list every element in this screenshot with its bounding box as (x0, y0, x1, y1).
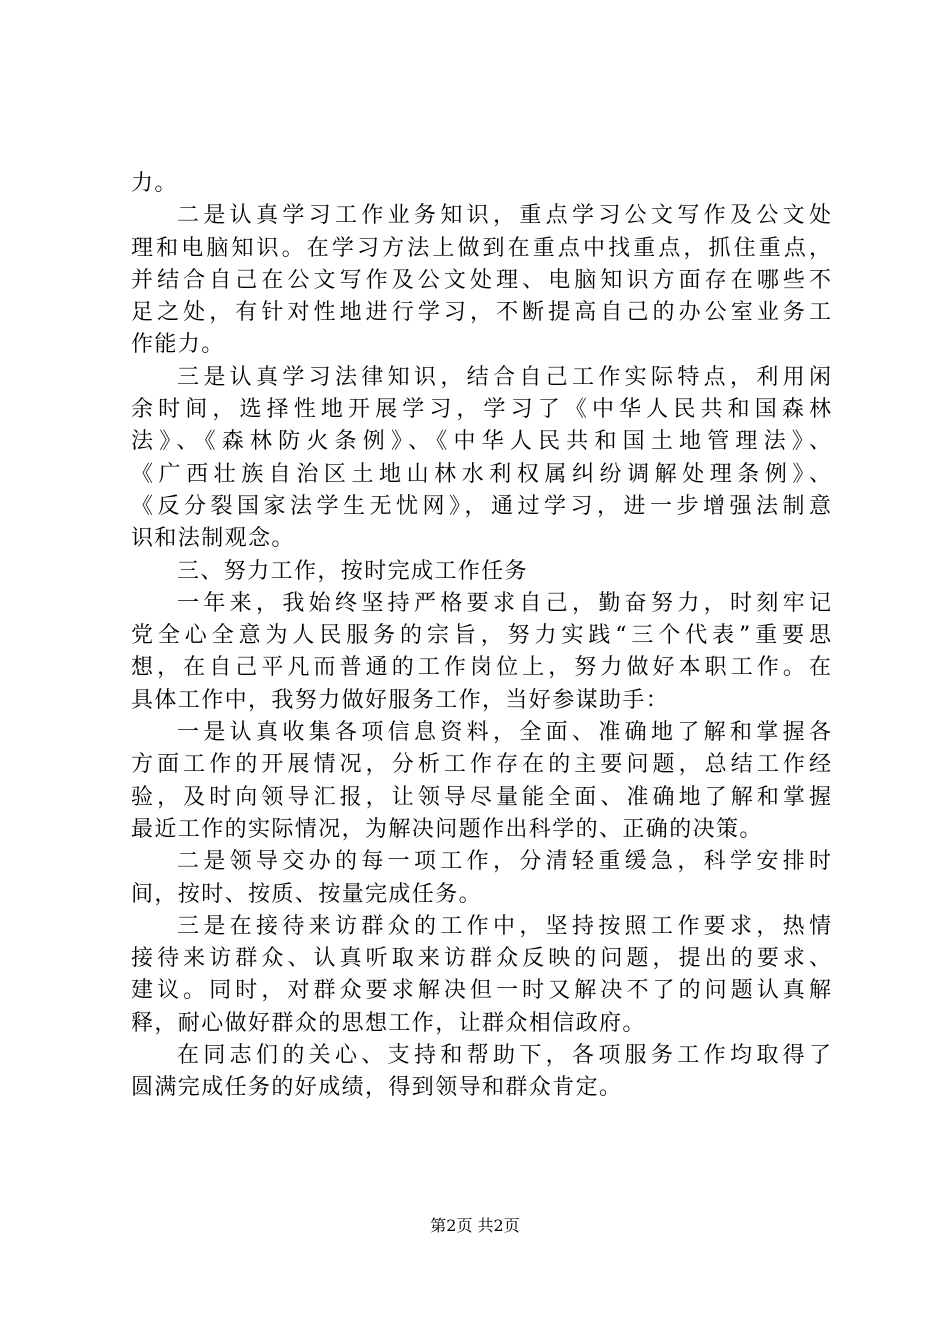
text-line: 《广西壮族自治区土地山林水利权属纠纷调解处理条例》、 (131, 461, 831, 487)
page-footer: 第2页 共2页 (430, 1216, 520, 1235)
text-line: 一年来，我始终坚持严格要求自己，勤奋努力，时刻牢记 (177, 590, 831, 616)
text-line: 作能力。 (131, 332, 225, 358)
text-line: 力。 (131, 171, 178, 196)
text-line: 接待来访群众、认真听取来访群众反映的问题，提出的要求、 (131, 946, 831, 972)
text-line: 最近工作的实际情况，为解决问题作出科学的、正确的决策。 (131, 816, 763, 842)
text-line: 《反分裂国家法学生无忧网》，通过学习，进一步增强法制意 (131, 493, 831, 519)
text-line: 识和法制观念。 (131, 526, 295, 552)
text-line: 二是认真学习工作业务知识，重点学习公文写作及公文处 (177, 203, 831, 229)
text-line: 圆满完成任务的好成绩，得到领导和群众肯定。 (131, 1075, 623, 1101)
text-line: 三、努力工作，按时完成工作任务 (177, 558, 529, 584)
text-line: 二是领导交办的每一项工作，分清轻重缓急，科学安排时 (177, 849, 831, 875)
text-line: 党全心全意为人民服务的宗旨，努力实践“三个代表”重要思 (131, 623, 831, 649)
text-line: 一是认真收集各项信息资料，全面、准确地了解和掌握各 (177, 720, 831, 746)
text-line: 在同志们的关心、支持和帮助下，各项服务工作均取得了 (177, 1043, 831, 1069)
text-line: 三是认真学习法律知识，结合自己工作实际特点，利用闲 (177, 364, 831, 390)
text-line: 法》、《森林防火条例》、《中华人民共和国土地管理法》、 (131, 429, 831, 455)
text-line: 间，按时、按质、按量完成任务。 (131, 881, 483, 907)
text-line: 余时间，选择性地开展学习，学习了《中华人民共和国森林 (131, 397, 831, 423)
text-line: 验，及时向领导汇报，让领导尽量能全面、准确地了解和掌握 (131, 784, 831, 810)
text-line: 足之处，有针对性地进行学习，不断提高自己的办公室业务工 (131, 300, 831, 326)
text-line: 并结合自己在公文写作及公文处理、电脑知识方面存在哪些不 (131, 267, 831, 293)
text-line: 三是在接待来访群众的工作中，坚持按照工作要求，热情 (177, 913, 831, 939)
text-line: 释，耐心做好群众的思想工作，让群众相信政府。 (131, 1010, 646, 1036)
text-line: 想，在自己平凡而普通的工作岗位上，努力做好本职工作。在 (131, 655, 831, 681)
text-line: 方面工作的开展情况，分析工作存在的主要问题，总结工作经 (131, 752, 831, 778)
text-line: 理和电脑知识。在学习方法上做到在重点中找重点，抓住重点， (131, 235, 831, 261)
document-body (131, 168, 831, 1105)
text-line: 建议。同时，对群众要求解决但一时又解决不了的问题认真解 (131, 978, 831, 1004)
text-line: 具体工作中，我努力做好服务工作，当好参谋助手： (131, 687, 670, 713)
